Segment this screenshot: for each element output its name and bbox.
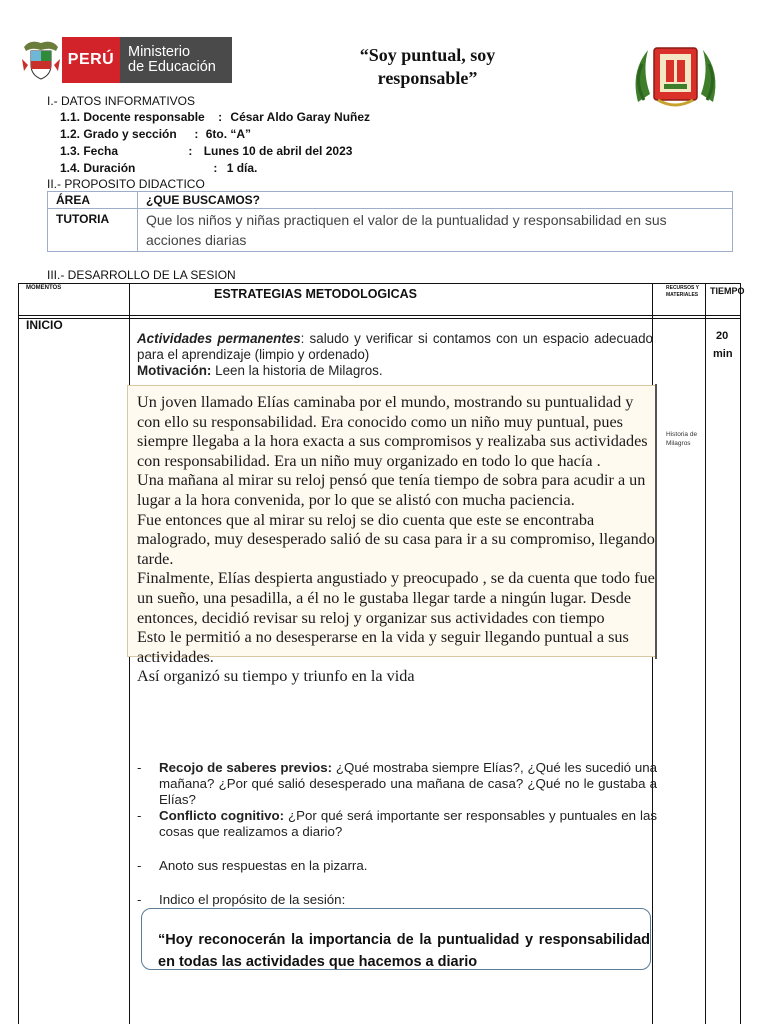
session-title [330,44,525,90]
actividades-list [137,760,657,908]
proposito-col-area: ÁREA [48,192,138,209]
datos-row-fecha [60,144,352,158]
tiempo-value: 20 [716,330,729,342]
datos-sep: : [188,144,193,158]
proposito-heading: II.- PROPOSITO DIDACTICO [47,177,205,191]
col-recursos: RECURSOS Y MATERIALES [666,285,699,298]
proposito-buscamos-value: Que los niños y niñas practiquen el valor de la puntualidad y responsabilidad en sus acciones diarias [138,209,733,252]
conflicto-label: Conflicto cognitivo: [159,808,285,823]
datos-sep: : [194,127,199,141]
datos-sep: : [213,161,218,175]
story-paragraph: Así organizó su tiempo y triunfo en la vida [137,667,415,686]
story-text [137,393,657,687]
saberes-text: ¿Qué mostraba siempre Elías?, ¿Qué les sucedió una mañana? ¿Por qué salió desesperado una mañana de casa? ¿Qué no le gustaba a Elías? [159,760,658,807]
list-item [137,808,657,840]
peru-coat-of-arms-icon [20,37,62,83]
datos-label: 1.1. Docente responsable [60,110,205,124]
indico-text: Indico el propósito de la sesión: [159,892,346,907]
desarrollo-heading: III.- DESARROLLO DE LA SESION [47,268,236,282]
momento-inicio: INICIO [26,318,63,332]
dash: - [137,808,142,823]
motivacion-label: Motivación: [137,363,212,378]
datos-row-docente [60,110,370,124]
dash: - [137,760,142,775]
col-tiempo: TIEMPO [710,286,745,296]
school-crest-icon [628,42,723,112]
brand-ministry-line1: Ministerio [128,44,191,60]
list-item [137,858,657,874]
proposito-table [47,191,733,252]
datos-value: 6to. “A” [205,127,252,141]
recurso-historia: Historia de Milagros [666,431,698,447]
datos-label: 1.2. Grado y sección [60,127,177,141]
actividades-label: Actividades permanentes [137,331,301,346]
list-item [137,892,657,908]
brand-ministry [120,37,232,83]
col-estrategias: ESTRATEGIAS METODOLOGICAS [214,287,418,301]
motivacion-text: Leen la historia de Milagros. [211,363,383,378]
datos-row-grado [60,127,251,141]
datos-value: 1 día. [226,161,258,175]
conflicto-text: ¿Por qué será importante ser responsables y puntuales en las cosas que realizamos a diario? [159,808,657,839]
anoto-text: Anoto sus respuestas en la pizarra. [159,858,368,873]
session-title-line1: “Soy puntual, soy [359,45,496,65]
actividades-paragraph [137,331,653,379]
session-purpose-box: “Hoy reconocerán la importancia de la puntualidad y responsabilidad en todas las actividades que hacemos a diario [141,908,651,970]
datos-sep: : [218,110,223,124]
datos-row-duracion [60,161,257,175]
story-paragraph: Una mañana al mirar su reloj pensó que tenía tiempo de sobra para acudir a un lugar a la hora convenida, por lo que se alistó con mucha paciencia. [137,471,646,509]
datos-label: 1.3. Fecha [60,144,119,158]
brand-ministry-line2: de Educación [128,59,216,75]
datos-value: César Aldo Garay Nuñez [230,110,371,124]
dash: - [137,858,142,873]
minedu-logo [20,37,232,83]
session-title-line2: responsable” [377,68,478,88]
col-momentos: MOMENTOS [26,285,62,291]
dash: - [137,892,142,907]
brand-country: PERÚ [62,37,120,83]
proposito-area-value: TUTORIA [48,209,138,252]
proposito-col-buscamos: ¿QUE BUSCAMOS? [138,192,733,209]
story-paragraph: Fue entonces que al mirar su reloj se dio cuenta que este se encontraba malogrado, muy desesperado salió de su casa para ir a su compromiso, llegando tarde. [137,510,655,568]
actividades-text: : saludo y verificar si contamos con un espacio adecuado para el aprendizaje (limpio y ordenado) [137,331,653,362]
datos-label: 1.4. Duración [60,161,136,175]
story-paragraph: Finalmente, Elías despierta angustiado y preocupado , se da cuenta que todo fue un sueño, una pesadilla, a él no le gustaba llegar tarde a ningún lugar. Desde entonces, decidió revisar su reloj y organizar sus actividades con tiempo [137,569,655,627]
story-paragraph: Un joven llamado Elías caminaba por el mundo, mostrando su puntualidad y con ello su responsabilidad. Era conocido como un niño muy puntual, pues siempre llegaba a la hora exacta a sus compromisos y realizaba sus actividades con responsabilidad. Era un niño muy organizado en todo lo que hacía . [137,393,648,470]
tiempo-unit: min [713,348,733,360]
datos-heading: I.- DATOS INFORMATIVOS [47,94,196,108]
story-paragraph: Esto le permitió a no desesperarse en la vida y seguir llegando puntual a sus actividades. [137,628,629,666]
list-item [137,760,657,808]
datos-value: Lunes 10 de abril del 2023 [203,144,353,158]
saberes-label: Recojo de saberes previos: [159,760,333,775]
